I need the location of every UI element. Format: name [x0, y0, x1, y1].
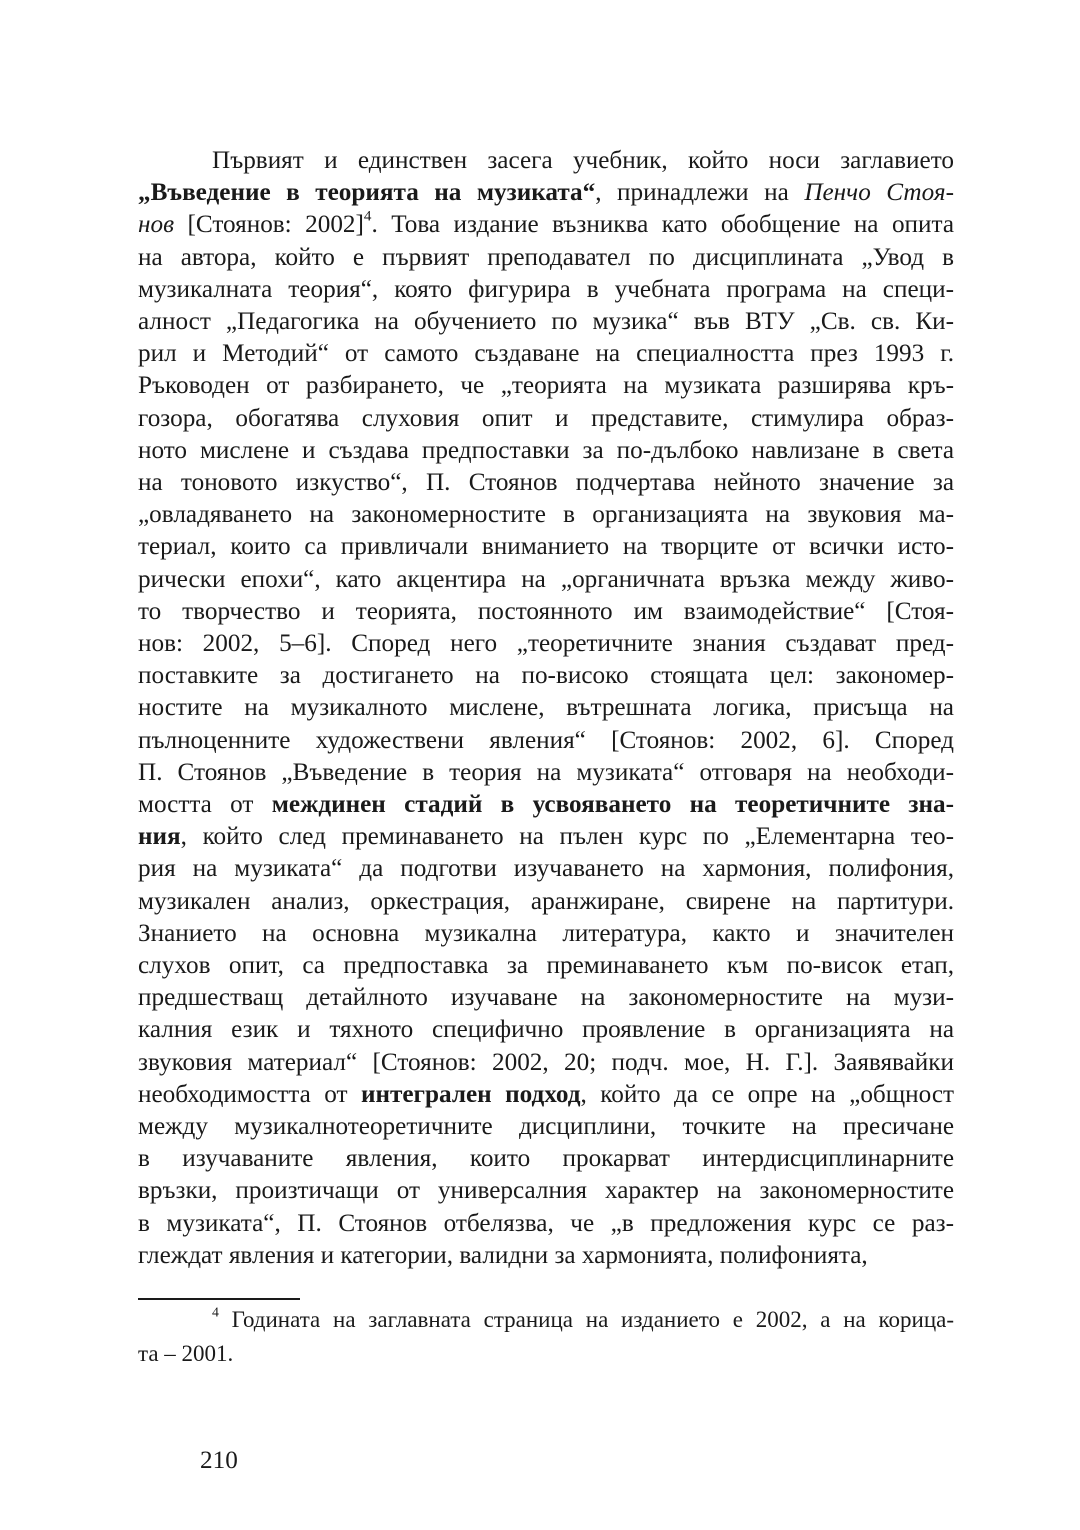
- text-line: [138, 789, 954, 821]
- text-line: [138, 918, 954, 950]
- text-line: [138, 853, 954, 885]
- text-line: [138, 338, 954, 370]
- text-line: [138, 242, 954, 274]
- text-span: музикалната теория“, която фигурира в учебната програма на специ-: [138, 275, 954, 303]
- text-span: Годината на заглавната страница на изданието е 2002, а на корица-: [218, 1307, 954, 1332]
- text-line: [138, 1240, 954, 1272]
- text-span: мостта от: [138, 791, 272, 818]
- text-line: [138, 1111, 954, 1143]
- bold-text: ния: [138, 823, 181, 851]
- text-line: [138, 145, 954, 177]
- text-line: [138, 982, 954, 1014]
- text-span: ностите на музикалното мислене, вътрешната логика, присъща на: [138, 694, 954, 722]
- text-line: [138, 177, 954, 209]
- text-line: [138, 1208, 954, 1240]
- text-line: [138, 499, 954, 531]
- footnote-line: [138, 1337, 954, 1371]
- text-span: глеждат явления и категории, валидни за хармонията, полифонията,: [138, 1241, 868, 1269]
- text-line: [138, 596, 954, 628]
- text-span: , който да се опре на „общност: [580, 1080, 955, 1108]
- text-line: [138, 306, 954, 338]
- text-span: Първият и единствен засега учебник, който носи заглавието: [212, 147, 954, 174]
- text-span: пълноценните художествени явления“ [Стоянов: 2002, 6]. Според: [138, 726, 954, 754]
- text-line: [138, 660, 954, 692]
- text-line: [138, 1143, 954, 1175]
- text-line: [138, 725, 954, 757]
- text-line: [138, 209, 954, 241]
- page-number: 210: [200, 1447, 238, 1474]
- bold-text: интегрален подход: [360, 1080, 581, 1108]
- text-line: [138, 467, 954, 499]
- text-span: калния език и тяхното специфично проявление в организацията на: [138, 1016, 954, 1044]
- text-line: [138, 628, 954, 660]
- text-span: необходимостта от: [138, 1080, 361, 1108]
- text-span: предшестващ детайлното изучаване на закономерностите на музи-: [138, 984, 954, 1012]
- text-span: на тоновото изкуство“, П. Стоянов подчертава нейното значение за: [138, 469, 954, 496]
- text-line: [138, 435, 954, 467]
- text-line: [138, 1175, 954, 1207]
- italic-text: нов: [138, 211, 175, 239]
- text-span: [Стоянов: 2002]: [174, 211, 364, 239]
- text-span: слухов опит, са предпоставка за преминаването към по-висок етап,: [138, 952, 954, 979]
- text-span: в музиката“, П. Стоянов отбелязва, че „в предложения курс се раз-: [138, 1209, 954, 1237]
- text-span: то творчество и теорията, постоянното им взаимодействие“ [Стоя-: [138, 597, 954, 625]
- text-line: [138, 821, 954, 853]
- italic-text: Пенчо Стоя-: [804, 179, 954, 207]
- text-span: ното мислене и създава предпоставки за по-дълбоко навлизане в света: [138, 436, 954, 464]
- footnote-marker: 4: [363, 209, 372, 226]
- text-span: между музикалнотеоретичните дисциплини, точките на пресичане: [138, 1113, 954, 1140]
- text-span: звуковия материал“ [Стоянов: 2002, 20; подч. мое, Н. Г.]. Заявявайки: [138, 1048, 954, 1076]
- text-line: [138, 692, 954, 724]
- text-line: [138, 274, 954, 306]
- text-span: поставките за достигането на по-високо стоящата цел: закономер-: [138, 662, 954, 690]
- footnote-marker: 4: [212, 1304, 219, 1320]
- text-span: та – 2001.: [138, 1341, 234, 1366]
- text-span: рия на музиката“ да подготви изучаването на хармония, полифония,: [138, 855, 954, 883]
- text-line: [138, 1047, 954, 1079]
- text-span: връзки, произтичащи от универсалния характер на закономерностите: [138, 1177, 954, 1205]
- text-span: , принадлежи на: [595, 179, 805, 207]
- bold-text: „Въведение в теорията на музиката“: [138, 179, 596, 207]
- text-span: нов: 2002, 5–6]. Според него „теоретичните знания създават пред-: [138, 630, 954, 657]
- text-span: „овладяването на закономерностите в организацията на звуковия ма-: [138, 501, 954, 529]
- text-span: П. Стоянов „Въведение в теория на музиката“ отговаря на необходи-: [138, 758, 954, 786]
- text-span: рически епохи“, като акцентира на „органичната връзка между живо-: [138, 565, 954, 593]
- text-span: , който след преминаването на пълен курс по „Елементарна тео-: [180, 823, 954, 851]
- text-span: рил и Методий“ от самото създаване на специалността през 1993 г.: [138, 340, 954, 368]
- text-span: музикален анализ, оркестрация, аранжиране, свирене на партитури.: [138, 887, 954, 915]
- text-span: на автора, който е първият преподавател по дисциплината „Увод в: [138, 243, 954, 271]
- text-line: [138, 370, 954, 402]
- text-line: [138, 403, 954, 435]
- text-span: в изучаваните явления, които прокарват интердисциплинарните: [138, 1145, 954, 1173]
- footnote-line: [138, 1303, 954, 1337]
- text-span: териал, които са привличали вниманието на творците от всички исто-: [138, 533, 954, 561]
- text-line: [138, 1014, 954, 1046]
- text-span: . Това издание възниква като обобщение на опита: [371, 211, 954, 239]
- text-line: [138, 950, 954, 982]
- text-span: алност „Педагогика на обучението по музика“ във ВТУ „Св. св. Ки-: [138, 308, 954, 335]
- footnote-separator: [138, 1298, 300, 1300]
- text-line: [138, 531, 954, 563]
- text-span: Ръководен от разбирането, че „теорията на музиката разширява кръ-: [138, 372, 954, 400]
- bold-text: междинен стадий в усвояването на теоретичните зна-: [271, 791, 954, 818]
- text-line: [138, 757, 954, 789]
- text-line: [138, 564, 954, 596]
- text-line: [138, 1079, 954, 1111]
- text-span: гозора, обогатява слуховия опит и представите, стимулира образ-: [138, 404, 954, 432]
- text-line: [138, 886, 954, 918]
- text-span: Знанието на основна музикална литература, както и значителен: [138, 919, 954, 947]
